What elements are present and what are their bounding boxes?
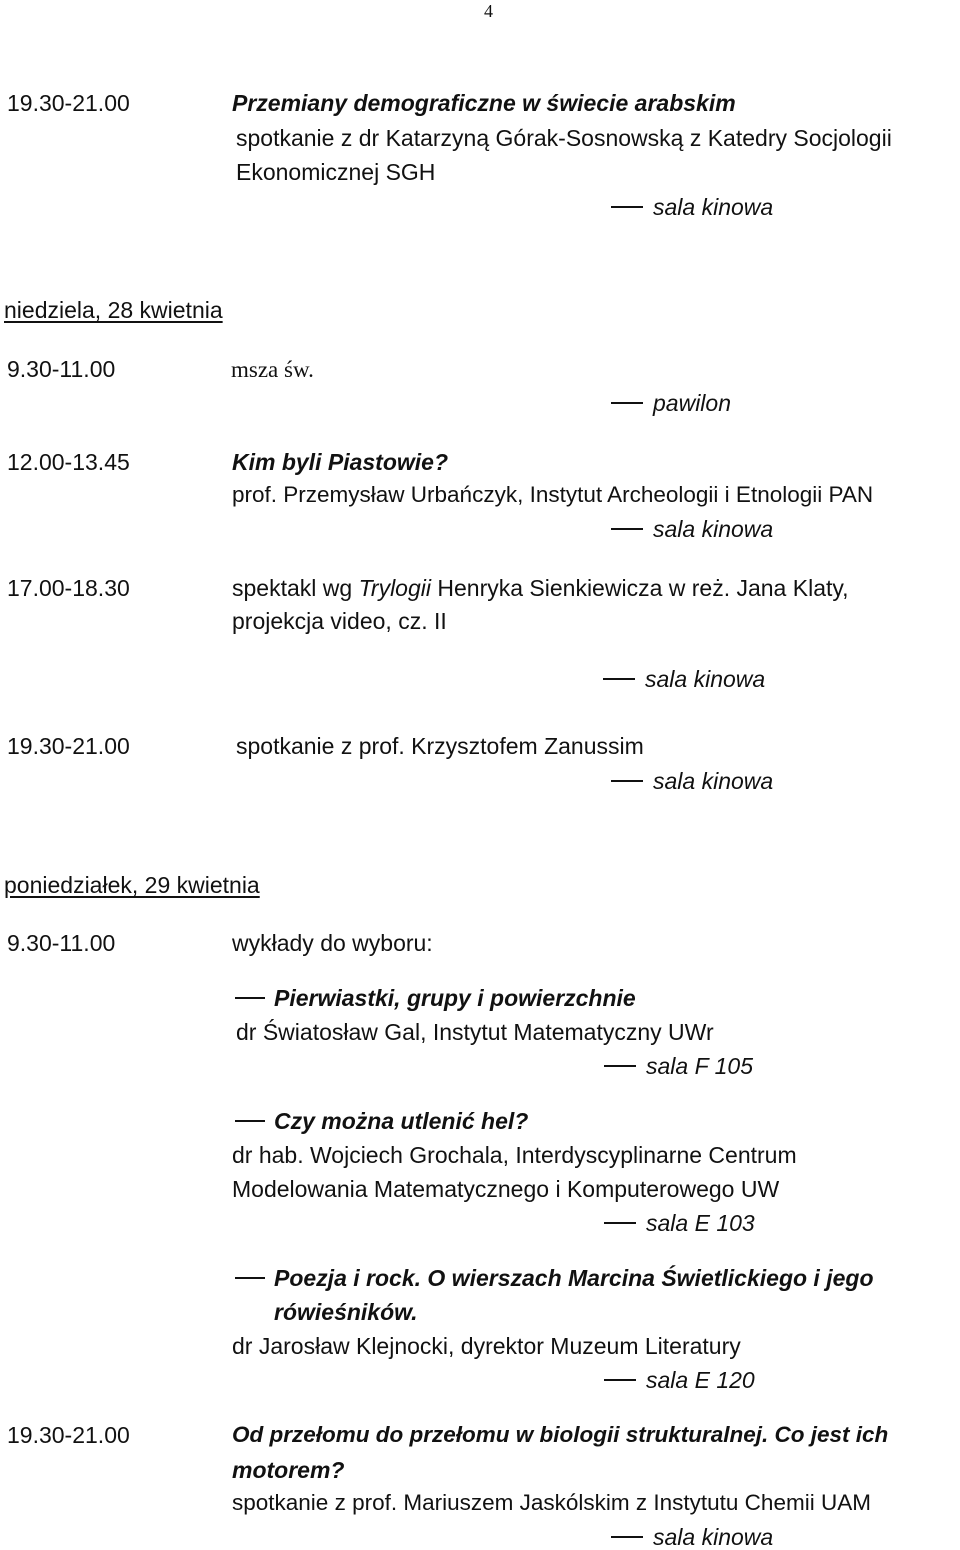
event-title: msza św.: [231, 357, 314, 382]
event-description: spotkanie z prof. Mariuszem Jaskólskim z Instytutu Chemii UAM: [232, 1490, 871, 1515]
event-time: 19.30-21.00: [7, 733, 130, 759]
lecture-title: rówieśników.: [274, 1299, 418, 1325]
dash-icon: [604, 1379, 636, 1381]
event-description: Ekonomicznej SGH: [236, 159, 436, 185]
event-time: 19.30-21.00: [7, 1422, 130, 1448]
event-room: sala kinowa: [611, 1526, 773, 1549]
dash-icon: [611, 206, 643, 208]
event-title: wykłady do wyboru:: [232, 930, 433, 956]
event-title: spotkanie z prof. Krzysztofem Zanussim: [236, 733, 644, 759]
dash-icon: [611, 1536, 643, 1538]
event-title: spektakl wg Trylogii Henryka Sienkiewicza w reż. Jana Klaty,: [232, 575, 849, 601]
event-room: sala kinowa: [603, 668, 765, 691]
event-time: 19.30-21.00: [7, 90, 130, 116]
page-number: 4: [484, 1, 493, 21]
lecture-title: Poezja i rock. O wierszach Marcina Świetlickiego i jego: [235, 1267, 874, 1290]
lecture-speaker: dr Światosław Gal, Instytut Matematyczny UWr: [236, 1019, 714, 1045]
lecture-title: Czy można utlenić hel?: [235, 1110, 528, 1133]
lecture-speaker: Modelowania Matematycznego i Komputerowego UW: [232, 1176, 780, 1202]
dash-icon: [604, 1065, 636, 1067]
dash-icon: [611, 528, 643, 530]
lecture-room: sala E 103: [604, 1212, 755, 1235]
event-room: sala kinowa: [611, 518, 773, 541]
dash-icon: [611, 402, 643, 404]
event-time: 17.00-18.30: [7, 575, 130, 601]
lecture-title: Pierwiastki, grupy i powierzchnie: [235, 987, 636, 1010]
dash-icon: [611, 780, 643, 782]
event-room: sala kinowa: [611, 196, 773, 219]
dash-icon: [604, 1222, 636, 1224]
day-heading: niedziela, 28 kwietnia: [4, 297, 223, 323]
dash-icon: [603, 678, 635, 680]
event-description: spotkanie z dr Katarzyną Górak-Sosnowską z Katedry Socjologii: [236, 125, 892, 151]
dash-icon: [235, 1120, 265, 1122]
event-title: Kim byli Piastowie?: [232, 449, 448, 475]
event-title: motorem?: [232, 1457, 345, 1483]
lecture-room: sala E 120: [604, 1369, 755, 1392]
lecture-speaker: dr hab. Wojciech Grochala, Interdyscyplinarne Centrum: [232, 1142, 797, 1168]
event-time: 12.00-13.45: [7, 449, 130, 475]
day-heading: poniedziałek, 29 kwietnia: [4, 872, 260, 898]
lecture-speaker: dr Jarosław Klejnocki, dyrektor Muzeum Literatury: [232, 1333, 741, 1359]
lecture-room: sala F 105: [604, 1055, 753, 1078]
dash-icon: [235, 1277, 265, 1279]
event-time: 9.30-11.00: [7, 356, 116, 382]
event-room: sala kinowa: [611, 770, 773, 793]
event-time: 9.30-11.00: [7, 930, 116, 956]
event-title: Przemiany demograficzne w świecie arabskim: [232, 90, 736, 116]
event-title: Od przełomu do przełomu w biologii strukturalnej. Co jest ich: [232, 1422, 889, 1447]
event-room: pawilon: [611, 392, 731, 415]
event-description: projekcja video, cz. II: [232, 608, 447, 634]
dash-icon: [235, 997, 265, 999]
event-description: prof. Przemysław Urbańczyk, Instytut Archeologii i Etnologii PAN: [232, 482, 874, 507]
